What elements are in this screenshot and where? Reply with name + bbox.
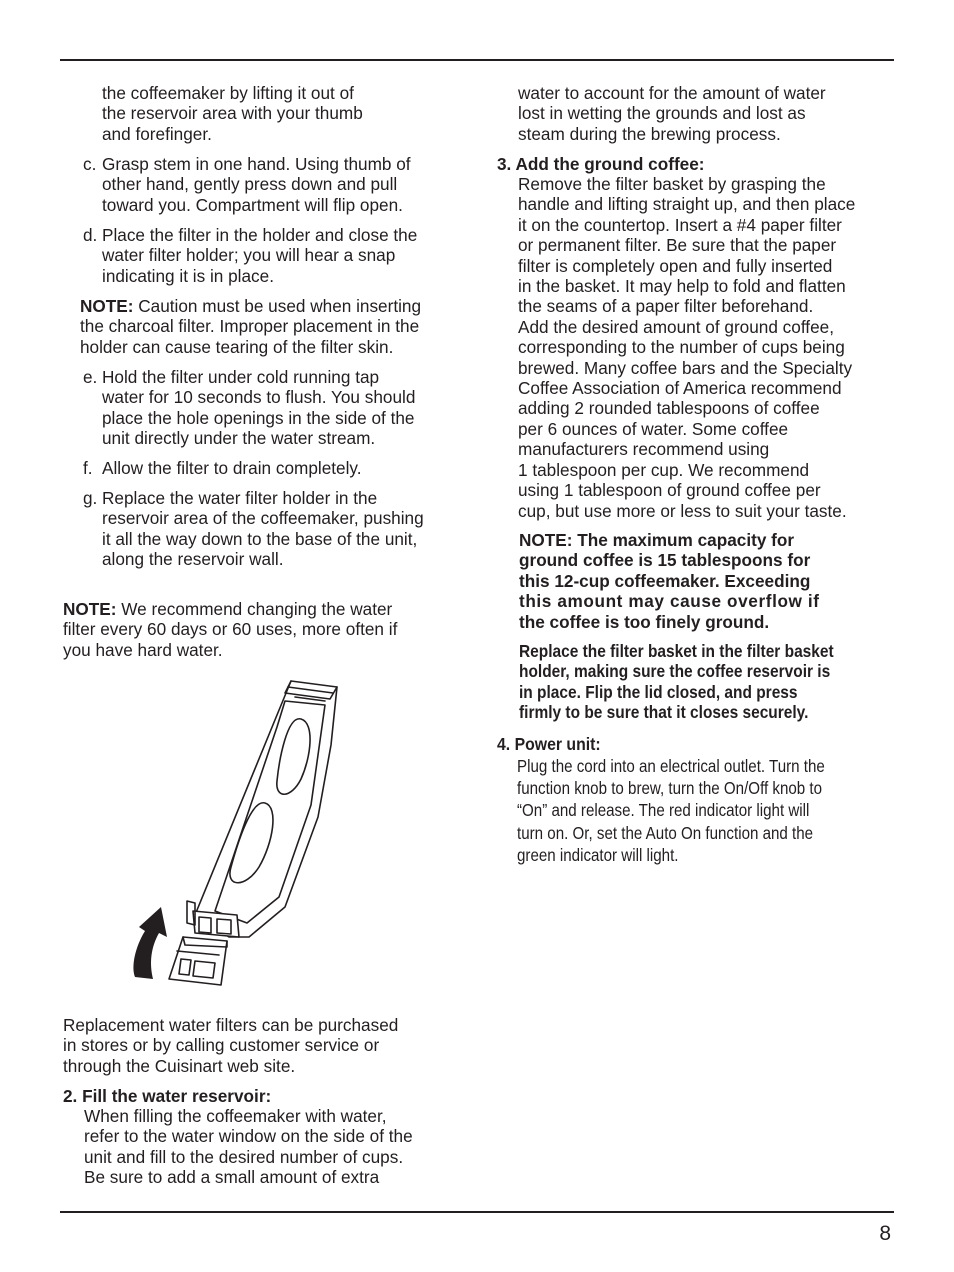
text-line: the charcoal filter. Improper placement in the <box>80 316 420 337</box>
step-letter: g. <box>83 488 98 508</box>
text-line: place the hole openings in the side of the <box>102 407 415 428</box>
text-line: unit directly under the water stream. <box>102 428 376 449</box>
text-line: it on the countertop. Insert a #4 paper filter <box>518 214 842 235</box>
note-label: NOTE: <box>63 599 117 619</box>
text-line: indicating it is in place. <box>102 265 274 286</box>
text-line: reservoir area of the coffeemaker, pushing <box>102 508 424 529</box>
step-letter: c. <box>83 154 97 174</box>
text-line: through the Cuisinart web site. <box>63 1055 296 1076</box>
text-line: Replace the water filter holder in the <box>102 488 378 508</box>
note-charcoal-filter <box>80 296 421 357</box>
text-line: Allow the filter to drain completely. <box>102 458 362 478</box>
text-line: green indicator will light. <box>517 844 679 865</box>
text-line: handle and lifting straight up, and then place <box>518 194 856 215</box>
text-line: function knob to brew, turn the On/Off knob to <box>517 778 823 799</box>
text-line: cup, but use more or less to suit your taste. <box>518 500 847 521</box>
text-line: water for 10 seconds to flush. You should <box>102 387 416 408</box>
text-line: Remove the filter basket by grasping the <box>518 174 826 194</box>
text-line: the coffee is too finely ground. <box>519 611 770 632</box>
replacement-filters-text <box>63 1015 398 1076</box>
text-line: brewed. Many coffee bars and the Specialty <box>518 357 853 378</box>
text-line: refer to the water window on the side of the <box>84 1126 413 1147</box>
step-letter: d. <box>83 225 98 245</box>
text-line: lost in wetting the grounds and lost as <box>518 103 806 124</box>
text-line: 1 tablespoon per cup. We recommend <box>518 459 810 480</box>
text-line: firmly to be sure that it closes securely. <box>519 702 809 723</box>
text-line: this amount may cause overflow if <box>519 591 820 612</box>
top-rule <box>60 59 894 61</box>
text-line: along the reservoir wall. <box>102 549 284 570</box>
text-line: or permanent filter. Be sure that the paper <box>518 235 837 256</box>
text-line: filter every 60 days or 60 uses, more often if <box>63 619 398 640</box>
text-line: manufacturers recommend using <box>518 439 770 460</box>
text-line: Place the filter in the holder and close the <box>102 225 418 245</box>
text-line: unit and fill to the desired number of cups. <box>84 1146 404 1167</box>
text-line: in stores or by calling customer service or <box>63 1035 380 1056</box>
text-line: you have hard water. <box>63 639 223 660</box>
text-line: Replace the filter basket in the filter basket <box>519 641 834 661</box>
text-line: When filling the coffeemaker with water, <box>84 1106 387 1126</box>
note-label: NOTE: <box>80 296 134 316</box>
text-line: the seams of a paper filter beforehand. <box>518 296 814 317</box>
step-letter: f. <box>83 458 93 478</box>
text-line: Add the desired amount of ground coffee, <box>518 316 834 337</box>
text-line: corresponding to the number of cups being <box>518 337 845 358</box>
note-filter-change <box>63 599 397 660</box>
text-line: water filter holder; you will hear a snap <box>102 245 396 266</box>
text-line: turn on. Or, set the Auto On function and the <box>517 822 814 843</box>
text-line: the reservoir area with your thumb <box>102 103 363 124</box>
text-line: Replacement water filters can be purchased <box>63 1015 399 1035</box>
text-line: other hand, gently press down and pull <box>102 174 398 195</box>
water-filter-holder-illustration <box>125 675 345 990</box>
continued-text <box>518 83 826 144</box>
text-line: per 6 ounces of water. Some coffee <box>518 418 789 439</box>
text-line: this 12-cup coffeemaker. Exceeding <box>519 570 811 591</box>
section-heading: 2. Fill the water reservoir: <box>63 1086 272 1106</box>
text-line: adding 2 rounded tablespoons of coffee <box>518 398 820 419</box>
text-line: Be sure to add a small amount of extra <box>84 1167 380 1188</box>
note-max-capacity <box>519 530 820 632</box>
text-line: filter is completely open and fully inserted <box>518 255 833 276</box>
text-line: holder, making sure the coffee reservoir is <box>519 661 831 682</box>
text-line: Hold the filter under cold running tap <box>102 367 380 387</box>
text-line: Caution must be used when inserting <box>133 296 422 316</box>
section-heading: 4. Power unit: <box>497 734 601 754</box>
text-line: holder can cause tearing of the filter skin. <box>80 336 394 357</box>
text-line: and forefinger. <box>102 123 212 144</box>
text-line: ground coffee is 15 tablespoons for <box>519 550 811 571</box>
intro-text <box>102 83 363 144</box>
text-line: using 1 tablespoon of ground coffee per <box>518 480 821 501</box>
text-line: water to account for the amount of water <box>518 83 826 103</box>
text-line: toward you. Compartment will flip open. <box>102 194 403 215</box>
text-line: Plug the cord into an electrical outlet. Turn the <box>517 756 825 776</box>
text-line: in the basket. It may help to fold and flatten <box>518 276 846 297</box>
section-heading: 3. Add the ground coffee: <box>497 154 705 174</box>
text-line: NOTE: The maximum capacity for <box>519 530 795 550</box>
text-line: We recommend changing the water <box>116 599 393 619</box>
replace-basket-text <box>519 641 834 723</box>
text-line: Coffee Association of America recommend <box>518 378 842 399</box>
text-line: the coffeemaker by lifting it out of <box>102 83 354 103</box>
step-letter: e. <box>83 367 98 387</box>
text-line: “On” and release. The red indicator light will <box>517 800 810 821</box>
text-line: Grasp stem in one hand. Using thumb of <box>102 154 411 174</box>
bottom-rule <box>60 1211 894 1213</box>
page-number: 8 <box>879 1222 891 1245</box>
text-line: it all the way down to the base of the unit, <box>102 528 418 549</box>
text-line: in place. Flip the lid closed, and press <box>519 681 798 702</box>
text-line: steam during the brewing process. <box>518 123 781 144</box>
